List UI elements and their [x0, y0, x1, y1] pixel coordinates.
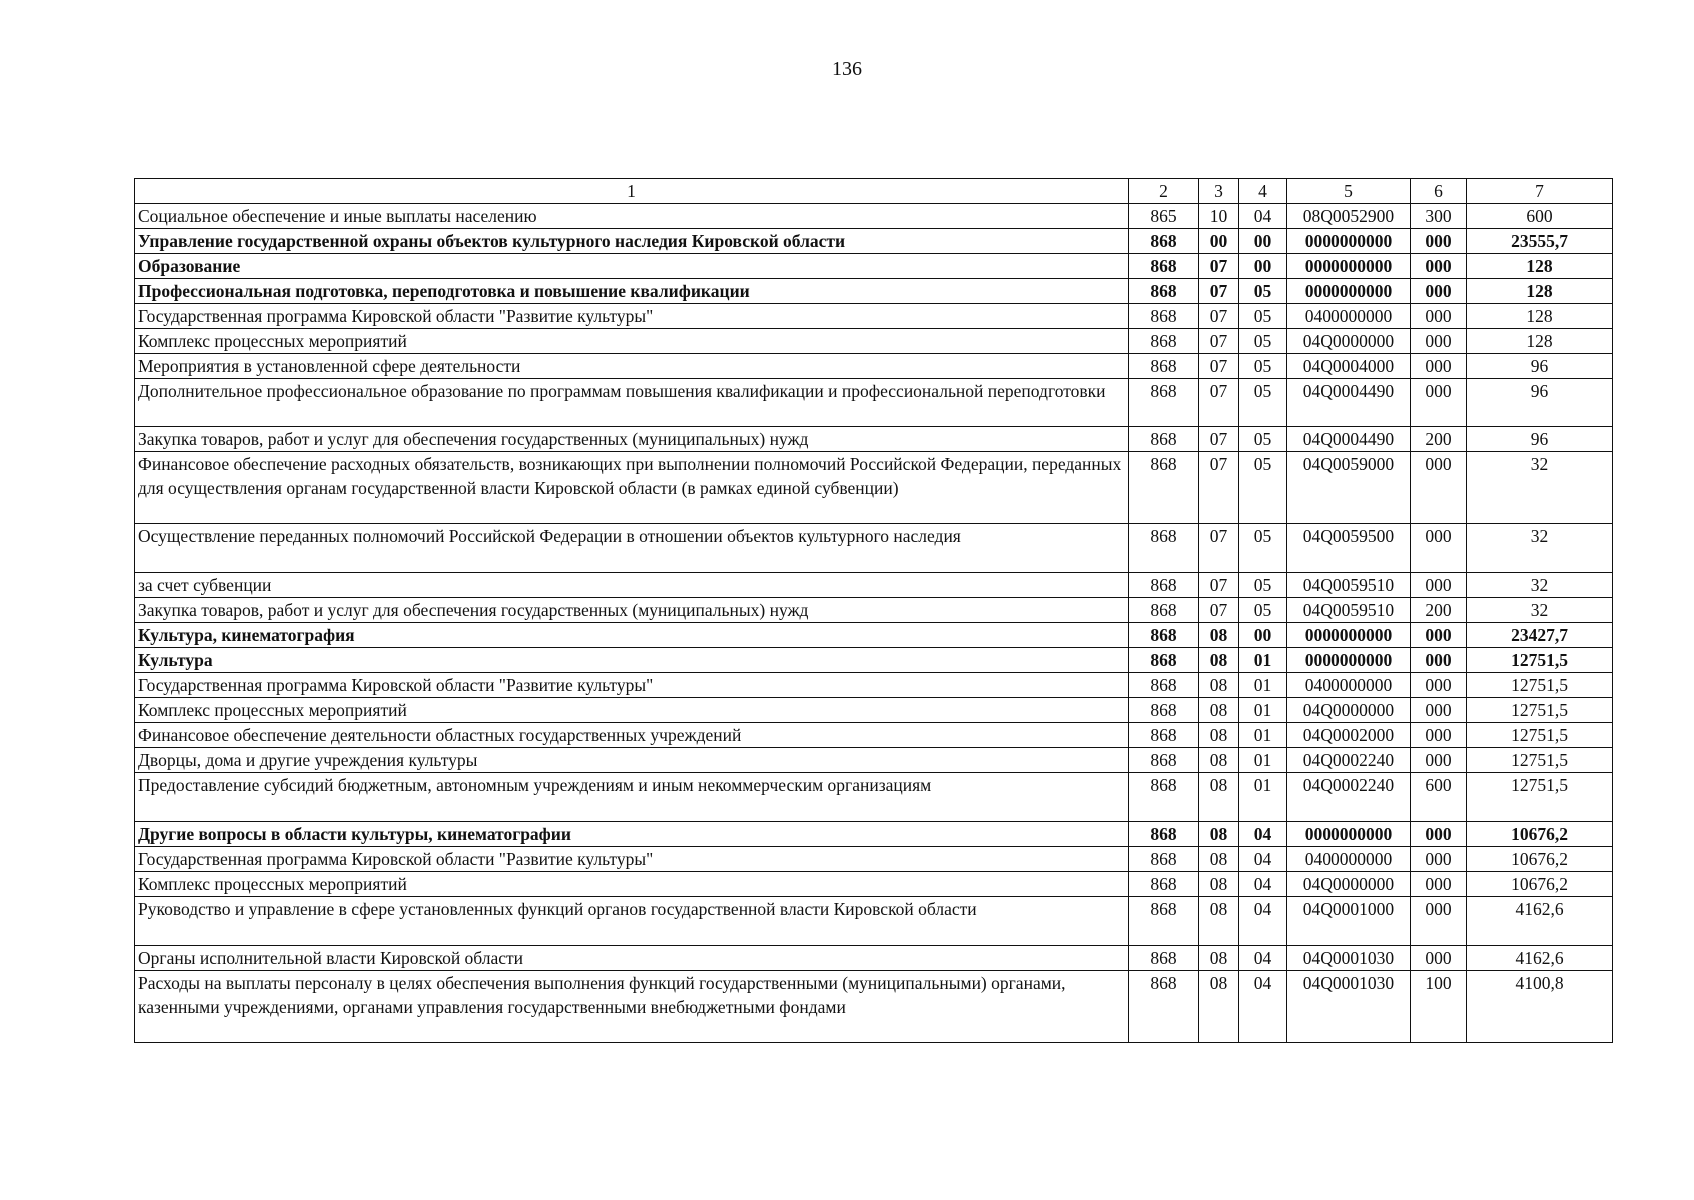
cell-code-3: 08	[1199, 822, 1239, 847]
column-header: 2	[1129, 179, 1199, 204]
cell-code-3: 08	[1199, 773, 1239, 822]
table-header-row	[135, 179, 1613, 204]
cell-code-6: 000	[1411, 648, 1467, 673]
cell-code-5: 0400000000	[1287, 673, 1411, 698]
row-name: Культура, кинематография	[135, 623, 1129, 648]
cell-code-6: 000	[1411, 897, 1467, 946]
cell-code-6: 000	[1411, 573, 1467, 598]
cell-amount: 4162,6	[1467, 897, 1613, 946]
cell-code-5: 04Q0000000	[1287, 329, 1411, 354]
cell-code-4: 01	[1239, 748, 1287, 773]
table-row	[135, 354, 1613, 379]
cell-amount: 12751,5	[1467, 673, 1613, 698]
cell-amount: 96	[1467, 379, 1613, 427]
cell-code-2: 868	[1129, 254, 1199, 279]
table-row	[135, 748, 1613, 773]
cell-amount: 23555,7	[1467, 229, 1613, 254]
row-name: Финансовое обеспечение расходных обязательств, возникающих при выполнении полномочий Российской Федерации, переданных для осуществления органам государственной власти Кировской области (в рамках единой субвенции)	[135, 452, 1129, 524]
cell-code-5: 08Q0052900	[1287, 204, 1411, 229]
row-name: Социальное обеспечение и иные выплаты населению	[135, 204, 1129, 229]
cell-amount: 12751,5	[1467, 698, 1613, 723]
cell-code-2: 868	[1129, 698, 1199, 723]
cell-amount: 10676,2	[1467, 872, 1613, 897]
cell-amount: 10676,2	[1467, 822, 1613, 847]
table-row	[135, 773, 1613, 822]
cell-code-4: 05	[1239, 524, 1287, 573]
cell-code-3: 08	[1199, 748, 1239, 773]
column-header: 3	[1199, 179, 1239, 204]
cell-amount: 32	[1467, 598, 1613, 623]
cell-code-5: 04Q0059500	[1287, 524, 1411, 573]
cell-code-2: 868	[1129, 379, 1199, 427]
cell-amount: 600	[1467, 204, 1613, 229]
cell-code-5: 04Q0059510	[1287, 573, 1411, 598]
row-name: Осуществление переданных полномочий Российской Федерации в отношении объектов культурного наследия	[135, 524, 1129, 573]
cell-code-2: 868	[1129, 673, 1199, 698]
cell-amount: 128	[1467, 254, 1613, 279]
cell-code-3: 07	[1199, 573, 1239, 598]
cell-code-4: 05	[1239, 304, 1287, 329]
cell-code-5: 0000000000	[1287, 623, 1411, 648]
cell-code-4: 00	[1239, 623, 1287, 648]
cell-code-6: 200	[1411, 427, 1467, 452]
cell-code-5: 0000000000	[1287, 822, 1411, 847]
cell-amount: 96	[1467, 354, 1613, 379]
table-row	[135, 897, 1613, 946]
cell-code-3: 08	[1199, 946, 1239, 971]
table-row	[135, 598, 1613, 623]
row-name: Мероприятия в установленной сфере деятельности	[135, 354, 1129, 379]
row-name: Предоставление субсидий бюджетным, автономным учреждениям и иным некоммерческим организациям	[135, 773, 1129, 822]
cell-code-2: 868	[1129, 623, 1199, 648]
row-name: Государственная программа Кировской области "Развитие культуры"	[135, 847, 1129, 872]
cell-code-2: 868	[1129, 329, 1199, 354]
cell-code-6: 000	[1411, 304, 1467, 329]
cell-code-5: 04Q0004490	[1287, 427, 1411, 452]
cell-code-6: 000	[1411, 623, 1467, 648]
cell-code-2: 868	[1129, 971, 1199, 1043]
cell-code-2: 868	[1129, 427, 1199, 452]
table-row	[135, 254, 1613, 279]
cell-code-5: 04Q0001030	[1287, 971, 1411, 1043]
table-row	[135, 304, 1613, 329]
table-row	[135, 872, 1613, 897]
column-header: 4	[1239, 179, 1287, 204]
cell-code-2: 868	[1129, 229, 1199, 254]
cell-code-5: 04Q0001030	[1287, 946, 1411, 971]
cell-code-2: 868	[1129, 847, 1199, 872]
cell-code-2: 868	[1129, 773, 1199, 822]
cell-code-5: 04Q0002000	[1287, 723, 1411, 748]
cell-code-2: 868	[1129, 524, 1199, 573]
table-row	[135, 329, 1613, 354]
cell-code-5: 0000000000	[1287, 648, 1411, 673]
row-name: Государственная программа Кировской области "Развитие культуры"	[135, 673, 1129, 698]
cell-code-3: 08	[1199, 673, 1239, 698]
cell-code-4: 01	[1239, 673, 1287, 698]
cell-code-3: 08	[1199, 723, 1239, 748]
row-name: Профессиональная подготовка, переподготовка и повышение квалификации	[135, 279, 1129, 304]
cell-amount: 12751,5	[1467, 773, 1613, 822]
cell-code-4: 00	[1239, 229, 1287, 254]
row-name: Государственная программа Кировской области "Развитие культуры"	[135, 304, 1129, 329]
cell-code-4: 05	[1239, 573, 1287, 598]
cell-amount: 128	[1467, 329, 1613, 354]
cell-code-5: 0400000000	[1287, 304, 1411, 329]
cell-code-2: 868	[1129, 748, 1199, 773]
cell-code-4: 01	[1239, 773, 1287, 822]
cell-code-6: 000	[1411, 329, 1467, 354]
cell-code-4: 04	[1239, 971, 1287, 1043]
table-row	[135, 822, 1613, 847]
table-row	[135, 573, 1613, 598]
cell-code-2: 868	[1129, 723, 1199, 748]
cell-code-4: 00	[1239, 254, 1287, 279]
cell-code-2: 868	[1129, 573, 1199, 598]
cell-code-2: 868	[1129, 304, 1199, 329]
cell-code-3: 08	[1199, 698, 1239, 723]
table-row	[135, 673, 1613, 698]
cell-code-4: 04	[1239, 897, 1287, 946]
cell-code-6: 000	[1411, 452, 1467, 524]
cell-code-3: 00	[1199, 229, 1239, 254]
column-header: 1	[135, 179, 1129, 204]
cell-code-6: 000	[1411, 822, 1467, 847]
cell-amount: 32	[1467, 524, 1613, 573]
cell-code-2: 868	[1129, 279, 1199, 304]
cell-code-4: 01	[1239, 723, 1287, 748]
cell-code-3: 07	[1199, 279, 1239, 304]
cell-code-3: 08	[1199, 648, 1239, 673]
row-name: Образование	[135, 254, 1129, 279]
cell-code-5: 04Q0000000	[1287, 872, 1411, 897]
cell-code-3: 07	[1199, 427, 1239, 452]
cell-code-6: 300	[1411, 204, 1467, 229]
cell-code-6: 000	[1411, 254, 1467, 279]
table-row	[135, 723, 1613, 748]
cell-code-3: 07	[1199, 254, 1239, 279]
table-row	[135, 279, 1613, 304]
page-number: 136	[832, 58, 862, 80]
cell-code-6: 000	[1411, 748, 1467, 773]
cell-code-5: 04Q0004000	[1287, 354, 1411, 379]
table-row	[135, 847, 1613, 872]
cell-code-4: 01	[1239, 698, 1287, 723]
row-name: Комплекс процессных мероприятий	[135, 329, 1129, 354]
cell-amount: 4162,6	[1467, 946, 1613, 971]
table-row	[135, 452, 1613, 524]
cell-amount: 32	[1467, 452, 1613, 524]
cell-code-5: 04Q0002240	[1287, 748, 1411, 773]
table-row	[135, 427, 1613, 452]
cell-code-3: 07	[1199, 329, 1239, 354]
row-name: Расходы на выплаты персоналу в целях обеспечения выполнения функций государственными (муниципальными) органами, казенными учреждениями, органами управления государственными внебюджетными фондами	[135, 971, 1129, 1043]
cell-code-3: 07	[1199, 524, 1239, 573]
cell-amount: 12751,5	[1467, 648, 1613, 673]
row-name: Закупка товаров, работ и услуг для обеспечения государственных (муниципальных) нужд	[135, 598, 1129, 623]
cell-code-2: 868	[1129, 822, 1199, 847]
cell-code-5: 0000000000	[1287, 229, 1411, 254]
row-name: Другие вопросы в области культуры, кинематографии	[135, 822, 1129, 847]
budget-table	[134, 178, 1613, 1043]
column-header: 6	[1411, 179, 1467, 204]
row-name: Руководство и управление в сфере установленных функций органов государственной власти Кировской области	[135, 897, 1129, 946]
cell-code-2: 868	[1129, 354, 1199, 379]
cell-code-4: 05	[1239, 279, 1287, 304]
cell-amount: 23427,7	[1467, 623, 1613, 648]
row-name: Закупка товаров, работ и услуг для обеспечения государственных (муниципальных) нужд	[135, 427, 1129, 452]
cell-amount: 96	[1467, 427, 1613, 452]
cell-code-5: 04Q0002240	[1287, 773, 1411, 822]
cell-code-6: 000	[1411, 229, 1467, 254]
cell-code-6: 600	[1411, 773, 1467, 822]
row-name: Комплекс процессных мероприятий	[135, 872, 1129, 897]
cell-code-2: 868	[1129, 897, 1199, 946]
cell-code-5: 04Q0001000	[1287, 897, 1411, 946]
cell-code-2: 868	[1129, 598, 1199, 623]
cell-amount: 128	[1467, 279, 1613, 304]
table-row	[135, 698, 1613, 723]
cell-code-6: 000	[1411, 847, 1467, 872]
cell-amount: 12751,5	[1467, 723, 1613, 748]
cell-code-5: 04Q0000000	[1287, 698, 1411, 723]
cell-code-3: 08	[1199, 872, 1239, 897]
cell-code-5: 04Q0059510	[1287, 598, 1411, 623]
cell-code-3: 07	[1199, 452, 1239, 524]
row-name: за счет субвенции	[135, 573, 1129, 598]
column-header: 7	[1467, 179, 1613, 204]
cell-amount: 128	[1467, 304, 1613, 329]
cell-code-5: 0000000000	[1287, 279, 1411, 304]
cell-code-3: 08	[1199, 847, 1239, 872]
row-name: Финансовое обеспечение деятельности областных государственных учреждений	[135, 723, 1129, 748]
cell-code-3: 08	[1199, 897, 1239, 946]
table-row	[135, 204, 1613, 229]
cell-code-3: 07	[1199, 354, 1239, 379]
table-row	[135, 524, 1613, 573]
cell-code-3: 10	[1199, 204, 1239, 229]
cell-code-4: 05	[1239, 329, 1287, 354]
cell-code-5: 04Q0004490	[1287, 379, 1411, 427]
cell-code-3: 07	[1199, 304, 1239, 329]
table-row	[135, 946, 1613, 971]
cell-amount: 12751,5	[1467, 748, 1613, 773]
cell-amount: 32	[1467, 573, 1613, 598]
cell-code-3: 07	[1199, 598, 1239, 623]
cell-code-5: 04Q0059000	[1287, 452, 1411, 524]
row-name: Органы исполнительной власти Кировской области	[135, 946, 1129, 971]
table-row	[135, 229, 1613, 254]
cell-code-4: 05	[1239, 452, 1287, 524]
cell-code-6: 000	[1411, 279, 1467, 304]
cell-code-2: 868	[1129, 872, 1199, 897]
cell-code-5: 0400000000	[1287, 847, 1411, 872]
cell-code-4: 05	[1239, 354, 1287, 379]
cell-code-6: 000	[1411, 524, 1467, 573]
row-name: Комплекс процессных мероприятий	[135, 698, 1129, 723]
cell-code-4: 05	[1239, 379, 1287, 427]
cell-code-3: 08	[1199, 623, 1239, 648]
cell-code-6: 000	[1411, 872, 1467, 897]
cell-amount: 10676,2	[1467, 847, 1613, 872]
cell-code-3: 07	[1199, 379, 1239, 427]
cell-code-4: 04	[1239, 847, 1287, 872]
cell-code-6: 000	[1411, 723, 1467, 748]
cell-code-6: 200	[1411, 598, 1467, 623]
cell-code-4: 04	[1239, 946, 1287, 971]
table-row	[135, 971, 1613, 1043]
cell-code-6: 000	[1411, 698, 1467, 723]
cell-code-2: 868	[1129, 648, 1199, 673]
cell-code-6: 100	[1411, 971, 1467, 1043]
cell-code-2: 868	[1129, 452, 1199, 524]
cell-code-3: 08	[1199, 971, 1239, 1043]
cell-code-4: 01	[1239, 648, 1287, 673]
row-name: Дополнительное профессиональное образование по программам повышения квалификации и профессиональной переподготовки	[135, 379, 1129, 427]
cell-amount: 4100,8	[1467, 971, 1613, 1043]
row-name: Культура	[135, 648, 1129, 673]
cell-code-4: 05	[1239, 427, 1287, 452]
cell-code-4: 04	[1239, 204, 1287, 229]
table-row	[135, 623, 1613, 648]
table-row	[135, 648, 1613, 673]
cell-code-6: 000	[1411, 379, 1467, 427]
row-name: Управление государственной охраны объектов культурного наследия Кировской области	[135, 229, 1129, 254]
cell-code-2: 868	[1129, 946, 1199, 971]
row-name: Дворцы, дома и другие учреждения культуры	[135, 748, 1129, 773]
cell-code-6: 000	[1411, 673, 1467, 698]
cell-code-6: 000	[1411, 946, 1467, 971]
cell-code-4: 04	[1239, 872, 1287, 897]
cell-code-6: 000	[1411, 354, 1467, 379]
cell-code-4: 05	[1239, 598, 1287, 623]
cell-code-2: 865	[1129, 204, 1199, 229]
table-row	[135, 379, 1613, 427]
column-header: 5	[1287, 179, 1411, 204]
cell-code-5: 0000000000	[1287, 254, 1411, 279]
cell-code-4: 04	[1239, 822, 1287, 847]
